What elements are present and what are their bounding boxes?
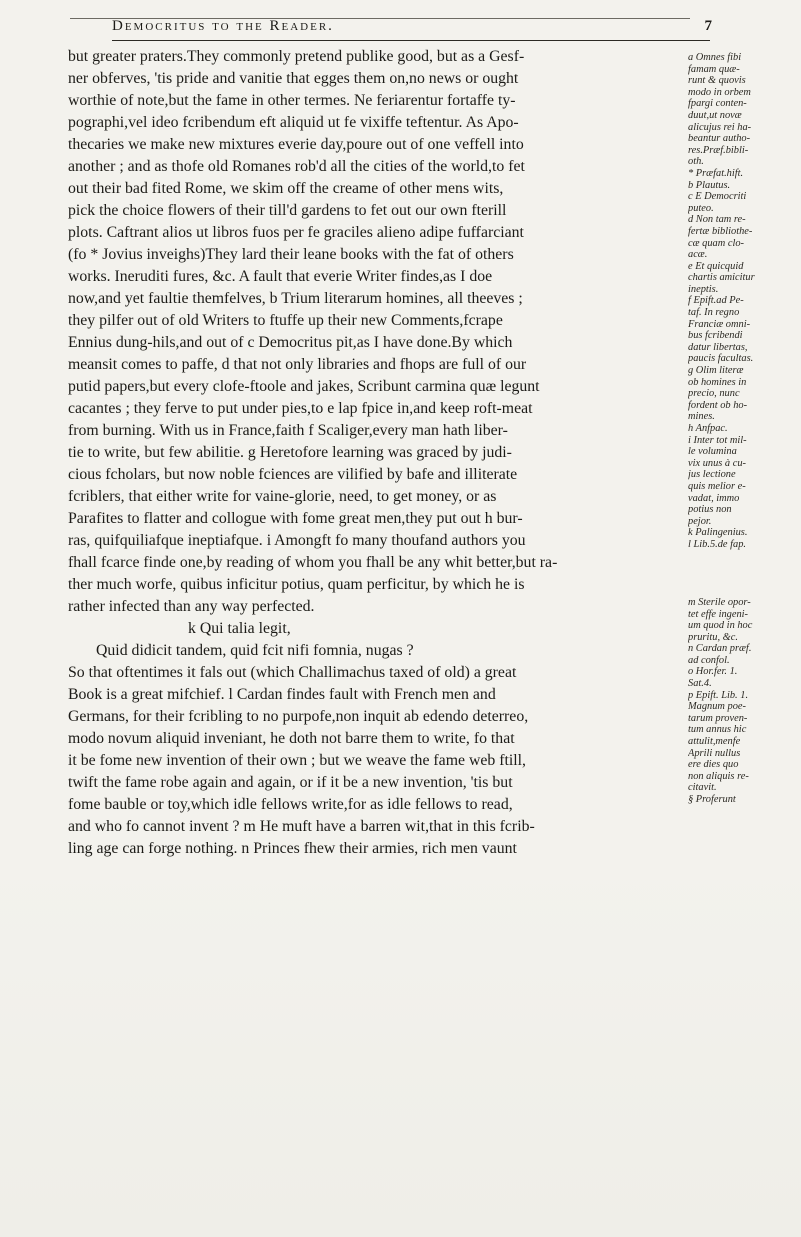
margin-note: tum annus hic [688,724,747,736]
text-line: modo novum aliquid inveniant, he doth not barre them to write, fo that [68,730,515,747]
text-line: (fo * Jovius inveighs)They lard their leane books with the fat of others [68,246,514,263]
margin-note: pruritu, &c. [688,631,738,643]
margin-note: beantur autho- [688,133,751,145]
margin-note: p Epift. Lib. 1. [688,689,749,701]
text-line: putid papers,but every clofe-ftoole and jakes, Scribunt carmina quæ legunt [68,378,540,395]
text-line: tie to write, but few abilitie. g Heretofore learning was graced by judi- [68,444,512,461]
margin-note: pejor. [688,515,712,527]
margin-note: potius non [688,504,732,516]
margin-note: vix unus à cu- [688,457,746,469]
margin-note: puteo. [688,202,714,214]
margin-note: o Hor.fer. 1. [688,666,738,678]
text-line: meansit comes to paffe, d that not only libraries and fhops are full of our [68,356,527,373]
margin-note: precio, nunc [688,388,740,400]
margin-note: ere dies quo [688,759,739,771]
margin-note: ob homines in [688,376,747,388]
text-line: fcriblers, that either write for vaine-glorie, need, to get money, or as [68,488,497,505]
text-line: cacantes ; they ferve to put under pies,to e lap fpice in,and keep roft-meat [68,400,533,417]
margin-note: b Plautus. [688,179,731,191]
margin-note: famam quæ- [688,63,740,75]
margin-note: tarum proven- [688,712,748,724]
margin-note: modo in orbem [688,86,751,98]
text-line: Germans, for their fcribling to no purpofe,non inquit ab edendo deterreo, [68,708,529,725]
margin-note: bus fcribendi [688,330,743,342]
margin-note: f Epift.ad Pe- [688,295,744,307]
margin-note: tet effe ingeni- [688,608,749,620]
margin-note: duut,ut novæ [688,109,742,121]
margin-note: l Lib.5.de fap. [688,538,747,550]
text-line: Book is a great mifchief. l Cardan findes fault with French men and [68,686,496,703]
margin-note: d Non tam re- [688,214,746,226]
margin-note: n Cardan præf. [688,643,752,655]
margin-note [688,585,792,597]
text-line: ling age can forge nothing. n Princes fhew their armies, rich men vaunt [68,840,517,857]
margin-note [688,551,792,563]
text-line: another ; and as thofe old Romanes rob'd all the cities of the world,to fet [68,158,525,175]
margin-note [688,574,792,586]
margin-note [688,562,792,574]
margin-note: vadat, immo [688,492,740,504]
text-line: rather infected than any way perfected. [68,598,315,615]
text-line: pographi,vel ideo fcribendum eft aliquid ut fe vixiffe teftentur. As Apo- [68,114,519,131]
margin-note: * Præfat.hift. [688,167,744,179]
marginal-notes [688,52,792,806]
margin-note: oth. [688,156,704,168]
margin-note: ad confol. [688,654,730,666]
margin-note: Franciæ omni- [688,318,751,330]
margin-note: taf. In regno [688,307,740,319]
margin-note: fordent ob ho- [688,399,748,411]
margin-note: a Omnes fibi [688,52,742,63]
running-title: Democritus to the Reader. [112,18,334,34]
text-line: thecaries we make new mixtures everie day,poure out of one veffell into [68,136,524,153]
blank-lower-page [0,860,801,1237]
page-number: 7 [704,18,712,34]
margin-note: i Inter tot mil- [688,434,747,446]
header-rule [112,40,710,41]
margin-note: jus lectione [688,469,736,481]
top-rule [70,4,690,19]
margin-note: h Anfpac. [688,423,728,434]
text-line: works. Ineruditi fures, &c. A fault that everie Writer findes,as I doe [68,268,493,285]
text-line: So that oftentimes it fals out (which Challimachus taxed of old) a great [68,664,517,681]
margin-note: fpargi conten- [688,98,747,110]
margin-note: mines. [688,411,715,423]
margin-note: ineptis. [688,283,719,295]
margin-note: c E Democriti [688,191,747,203]
margin-note: chartis amicitur [688,272,755,284]
margin-note: res.Præf.bibli- [688,144,749,156]
text-line: from burning. With us in France,faith f Scaliger,every man hath liber- [68,422,508,439]
margin-note: um quod in hoc [688,620,753,632]
margin-note: attulit,menfe [688,736,741,748]
margin-note: e Et quicquid [688,260,744,272]
text-line: ther much worfe, quibus inficitur potius, quam perficitur, by which he is [68,576,525,593]
text-line: ner obferves, 'tis pride and vanitie that egges them on,no news or ought [68,70,519,87]
margin-note: fertæ bibliothe- [688,225,753,237]
text-line: plots. Caftrant alios ut libros fuos per fe graciles alieno adipe fuffarciant [68,224,524,241]
margin-note: Aprili nullus [688,747,741,759]
margin-note: citavit. [688,782,717,794]
text-line: pick the choice flowers of their till'd gardens to fet out our own fterill [68,202,507,219]
margin-note: alicujus rei ha- [688,121,752,133]
margin-note: datur libertas, [688,341,748,353]
verse-line: k Qui talia legit, [188,620,291,637]
text-line: ras, quifquiliafque ineptiafque. i Amongft fo many thoufand authors you [68,532,526,549]
text-line: Parafites to flatter and collogue with fome great men,they put out h bur- [68,510,523,527]
text-line: it be fome new invention of their own ; but we weave the fame web ftill, [68,752,526,769]
verse-line: Quid didicit tandem, quid fcit nifi fomnia, nugas ? [96,642,414,659]
running-header [112,18,712,40]
margin-note: non aliquis re- [688,770,749,782]
margin-note: acæ. [688,249,708,261]
margin-note: le volumina [688,446,737,458]
text-line: fhall fcarce finde one,by reading of whom you fhall be any whit better,but ra- [68,554,558,571]
margin-note: cæ quam clo- [688,237,744,249]
margin-note: g Olim literæ [688,365,744,377]
text-line: cious fcholars, but now noble fciences are vilified by bafe and illiterate [68,466,518,483]
margin-note: runt & quovis [688,75,746,87]
text-line: worthie of note,but the fame in other termes. Ne feriarentur fortaffe ty- [68,92,516,109]
text-line: they pilfer out of old Writers to ftuffe up their new Comments,fcrape [68,312,503,329]
text-line: twift the fame robe again and again, or if it be a new invention, 'tis but [68,774,513,791]
text-line: and who fo cannot invent ? m He muft have a barren wit,that in this fcrib- [68,818,535,835]
margin-note: § Proferunt [688,794,736,805]
margin-note: Sat.4. [688,678,712,690]
text-line: now,and yet faultie themfelves, b Trium literarum homines, all theeves ; [68,290,523,307]
margin-note: Magnum poe- [688,701,747,713]
margin-note: k Palingenius. [688,527,748,539]
margin-note: paucis facultas. [688,353,754,365]
text-line: out their bad fited Rome, we skim off the creame of other mens wits, [68,180,504,197]
margin-note: quis melior e- [688,480,746,492]
text-line: fome bauble or toy,which idle fellows write,for as idle fellows to read, [68,796,513,813]
margin-note: m Sterile opor- [688,596,751,608]
text-line: but greater praters.They commonly pretend publike good, but as a Gesf- [68,48,525,65]
text-line: Ennius dung-hils,and out of c Democritus pit,as I have done.By which [68,334,513,351]
